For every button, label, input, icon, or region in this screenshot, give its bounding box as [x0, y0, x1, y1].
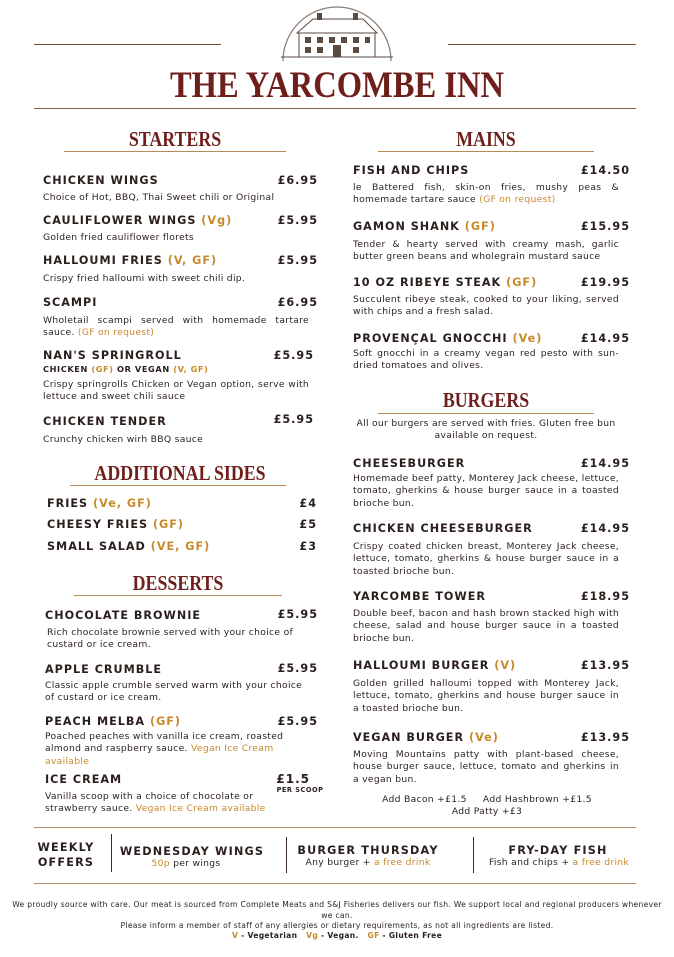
burger-name: HALLOUMI BURGER (V) [353, 659, 517, 672]
main-desc: Succulent ribeye steak, cooked to your liking, served with chips and a fresh salad. [353, 294, 619, 318]
main-price: £19.95 [580, 276, 630, 289]
offers-divider [473, 837, 474, 873]
offer-sub: Any burger + a free drink [305, 857, 431, 868]
main-desc: Tender & hearty served with creamy mash, garlic butter green beans and wholegrain mustard sauce [353, 239, 619, 263]
starter-name: CAULIFLOWER WINGS (Vg) [43, 214, 233, 227]
dessert-price: £1.5 [276, 772, 310, 786]
main-price: £15.95 [580, 220, 630, 233]
burger-addons: Add Patty +£3 [451, 806, 523, 817]
side-name: FRIES (Ve, GF) [47, 497, 152, 510]
burger-price: £13.95 [580, 659, 630, 672]
burger-name: YARCOMBE TOWER [353, 590, 486, 603]
burger-price: £14.95 [580, 457, 630, 470]
starter-price: £5.95 [277, 214, 318, 227]
burger-addons: Add Bacon +£1.5 Add Hashbrown +£1.5 [382, 794, 592, 805]
dessert-name: PEACH MELBA (GF) [45, 715, 182, 728]
header-rule-left [34, 44, 221, 45]
burger-desc: Homemade beef patty, Monterey Jack cheese, lettuce, tomato, gherkins & house burger sauce in a toasted brioche bun. [353, 473, 619, 509]
dessert-price: £5.95 [277, 715, 318, 728]
starter-price: £6.95 [277, 296, 318, 309]
sides-underline [70, 485, 286, 486]
starter-desc: Crispy fried halloumi with sweet chili dip. [43, 273, 246, 284]
dessert-desc: Poached peaches with vanilla ice cream, roasted almond and raspberry sauce. Vegan Ice Cream available [45, 731, 284, 767]
offers-divider [286, 837, 287, 873]
main-desc: le Battered fish, skin-on fries, mushy peas & homemade tartare sauce (GF on request) [353, 182, 619, 206]
starters-underline [64, 151, 286, 152]
sourcing-note: We proudly source with care. Our meat is sourced from Complete Meats and S&J Fisheries delivers our fish. We support local and regional producers whenever we can. [12, 900, 662, 920]
dessert-name: CHOCOLATE BROWNIE [45, 609, 202, 622]
burger-price: £14.95 [580, 522, 630, 535]
side-name: SMALL SALAD (VE, GF) [47, 540, 211, 553]
starters-heading: STARTERS [128, 127, 222, 151]
dessert-price: £5.95 [277, 608, 318, 621]
dietary-legend: V - Vegetarian Vg - Vegan. GF - Gluten Free [231, 931, 443, 940]
main-name: 10 OZ RIBEYE STEAK (GF) [353, 276, 538, 289]
header-rule-right [448, 44, 636, 45]
side-name: CHEESY FRIES (GF) [47, 518, 184, 531]
burger-desc: Moving Mountains patty with plant-based cheese, house burger sauce, lettuce, tomato and gherkins in a vegan bun. [353, 749, 619, 785]
offer-title: WEDNESDAY WINGS [119, 845, 265, 858]
dessert-name: APPLE CRUMBLE [45, 663, 163, 676]
offer-title: FRY-DAY FISH [508, 844, 608, 857]
burger-price: £13.95 [580, 731, 630, 744]
offer-sub: Fish and chips + a free drink [488, 857, 630, 868]
side-price: £5 [299, 518, 317, 531]
starter-name: CHICKEN WINGS [43, 174, 159, 187]
starter-name: CHICKEN TENDER [43, 415, 167, 428]
starter-price: £5.95 [277, 254, 318, 267]
main-name: FISH AND CHIPS [353, 164, 470, 177]
starter-price: £5.95 [273, 349, 314, 362]
page-title: THE YARCOMBE INN [169, 65, 505, 106]
mains-underline [378, 151, 594, 152]
burger-name: VEGAN BURGER (Ve) [353, 731, 499, 744]
burgers-heading: BURGERS [442, 388, 530, 412]
starter-price: £6.95 [277, 174, 318, 187]
burgers-underline [378, 413, 594, 414]
offer-sub: 50p per wings [151, 858, 221, 869]
price-note: PER SCOOP [276, 786, 324, 794]
side-price: £4 [299, 497, 317, 510]
dessert-desc: Classic apple crumble served warm with your choice of custard or ice cream. [45, 680, 303, 704]
starter-desc: Golden fried cauliflower florets [43, 232, 194, 243]
title-rule [34, 108, 636, 109]
offers-label: WEEKLY [37, 841, 95, 854]
main-name: PROVENÇAL GNOCCHI (Ve) [353, 332, 543, 345]
offers-label: OFFERS [37, 856, 95, 869]
inn-building-logo [277, 3, 397, 63]
dessert-desc: Vanilla scoop with a choice of chocolate or strawberry sauce. Vegan Ice Cream available [45, 791, 266, 815]
burger-desc: Crispy coated chicken breast, Monterey Jack cheese, lettuce, tomato, gherkins & house burger sauce in a toasted brioche bun. [353, 541, 619, 577]
allergy-note: Please inform a member of staff of any allergies or dietary requirements, as not all ingredients are listed. [120, 921, 554, 930]
burger-desc: Golden grilled halloumi topped with Monterey Jack, lettuce, tomato, gherkins and house burger sauce in a toasted brioche bun. [353, 678, 619, 714]
main-desc: Soft gnocchi in a creamy vegan red pesto with sun-dried tomatoes and olives. [353, 348, 619, 372]
burgers-intro: All our burgers are served with fries. Gluten free bun available on request. [356, 418, 616, 442]
offers-top-rule [34, 827, 636, 828]
main-price: £14.95 [580, 332, 630, 345]
offer-title: BURGER THURSDAY [297, 844, 439, 857]
starter-desc: Crunchy chicken wirh BBQ sauce [43, 434, 204, 445]
starter-desc: Choice of Hot, BBQ, Thai Sweet chili or Original [43, 192, 275, 203]
starter-name: HALLOUMI FRIES (V, GF) [43, 254, 218, 267]
dessert-desc: Rich chocolate brownie served with your choice of custard or ice cream. [47, 627, 294, 651]
starter-desc: Wholetail scampi served with homemade tartare sauce. (GF on request) [43, 315, 309, 339]
starter-price: £5.95 [273, 413, 314, 426]
desserts-heading: DESSERTS [132, 571, 224, 595]
starter-name: SCAMPI [43, 296, 98, 309]
side-price: £3 [299, 540, 317, 553]
main-name: GAMON SHANK (GF) [353, 220, 496, 233]
offers-bottom-rule [34, 883, 636, 884]
dessert-name: ICE CREAM [45, 773, 123, 786]
dessert-price: £5.95 [277, 662, 318, 675]
starter-name: NAN'S SPRINGROLL [43, 349, 182, 362]
mains-heading: MAINS [456, 127, 516, 151]
starter-desc: Crispy springrolls Chicken or Vegan option, serve with lettuce and sweet chili sauce [43, 379, 309, 403]
burger-desc: Double beef, bacon and hash brown stacked high with cheese, salad and house burger sauce in a toasted brioche bun. [353, 608, 619, 644]
main-price: £14.50 [580, 164, 630, 177]
offers-divider [111, 834, 112, 872]
sides-heading: ADDITIONAL SIDES [94, 461, 266, 485]
burger-price: £18.95 [580, 590, 630, 603]
burger-name: CHICKEN CHEESEBURGER [353, 522, 533, 535]
burger-name: CHEESEBURGER [353, 457, 466, 470]
desserts-underline [74, 595, 282, 596]
springroll-options: CHICKEN (GF) OR VEGAN (V, GF) [43, 364, 209, 374]
